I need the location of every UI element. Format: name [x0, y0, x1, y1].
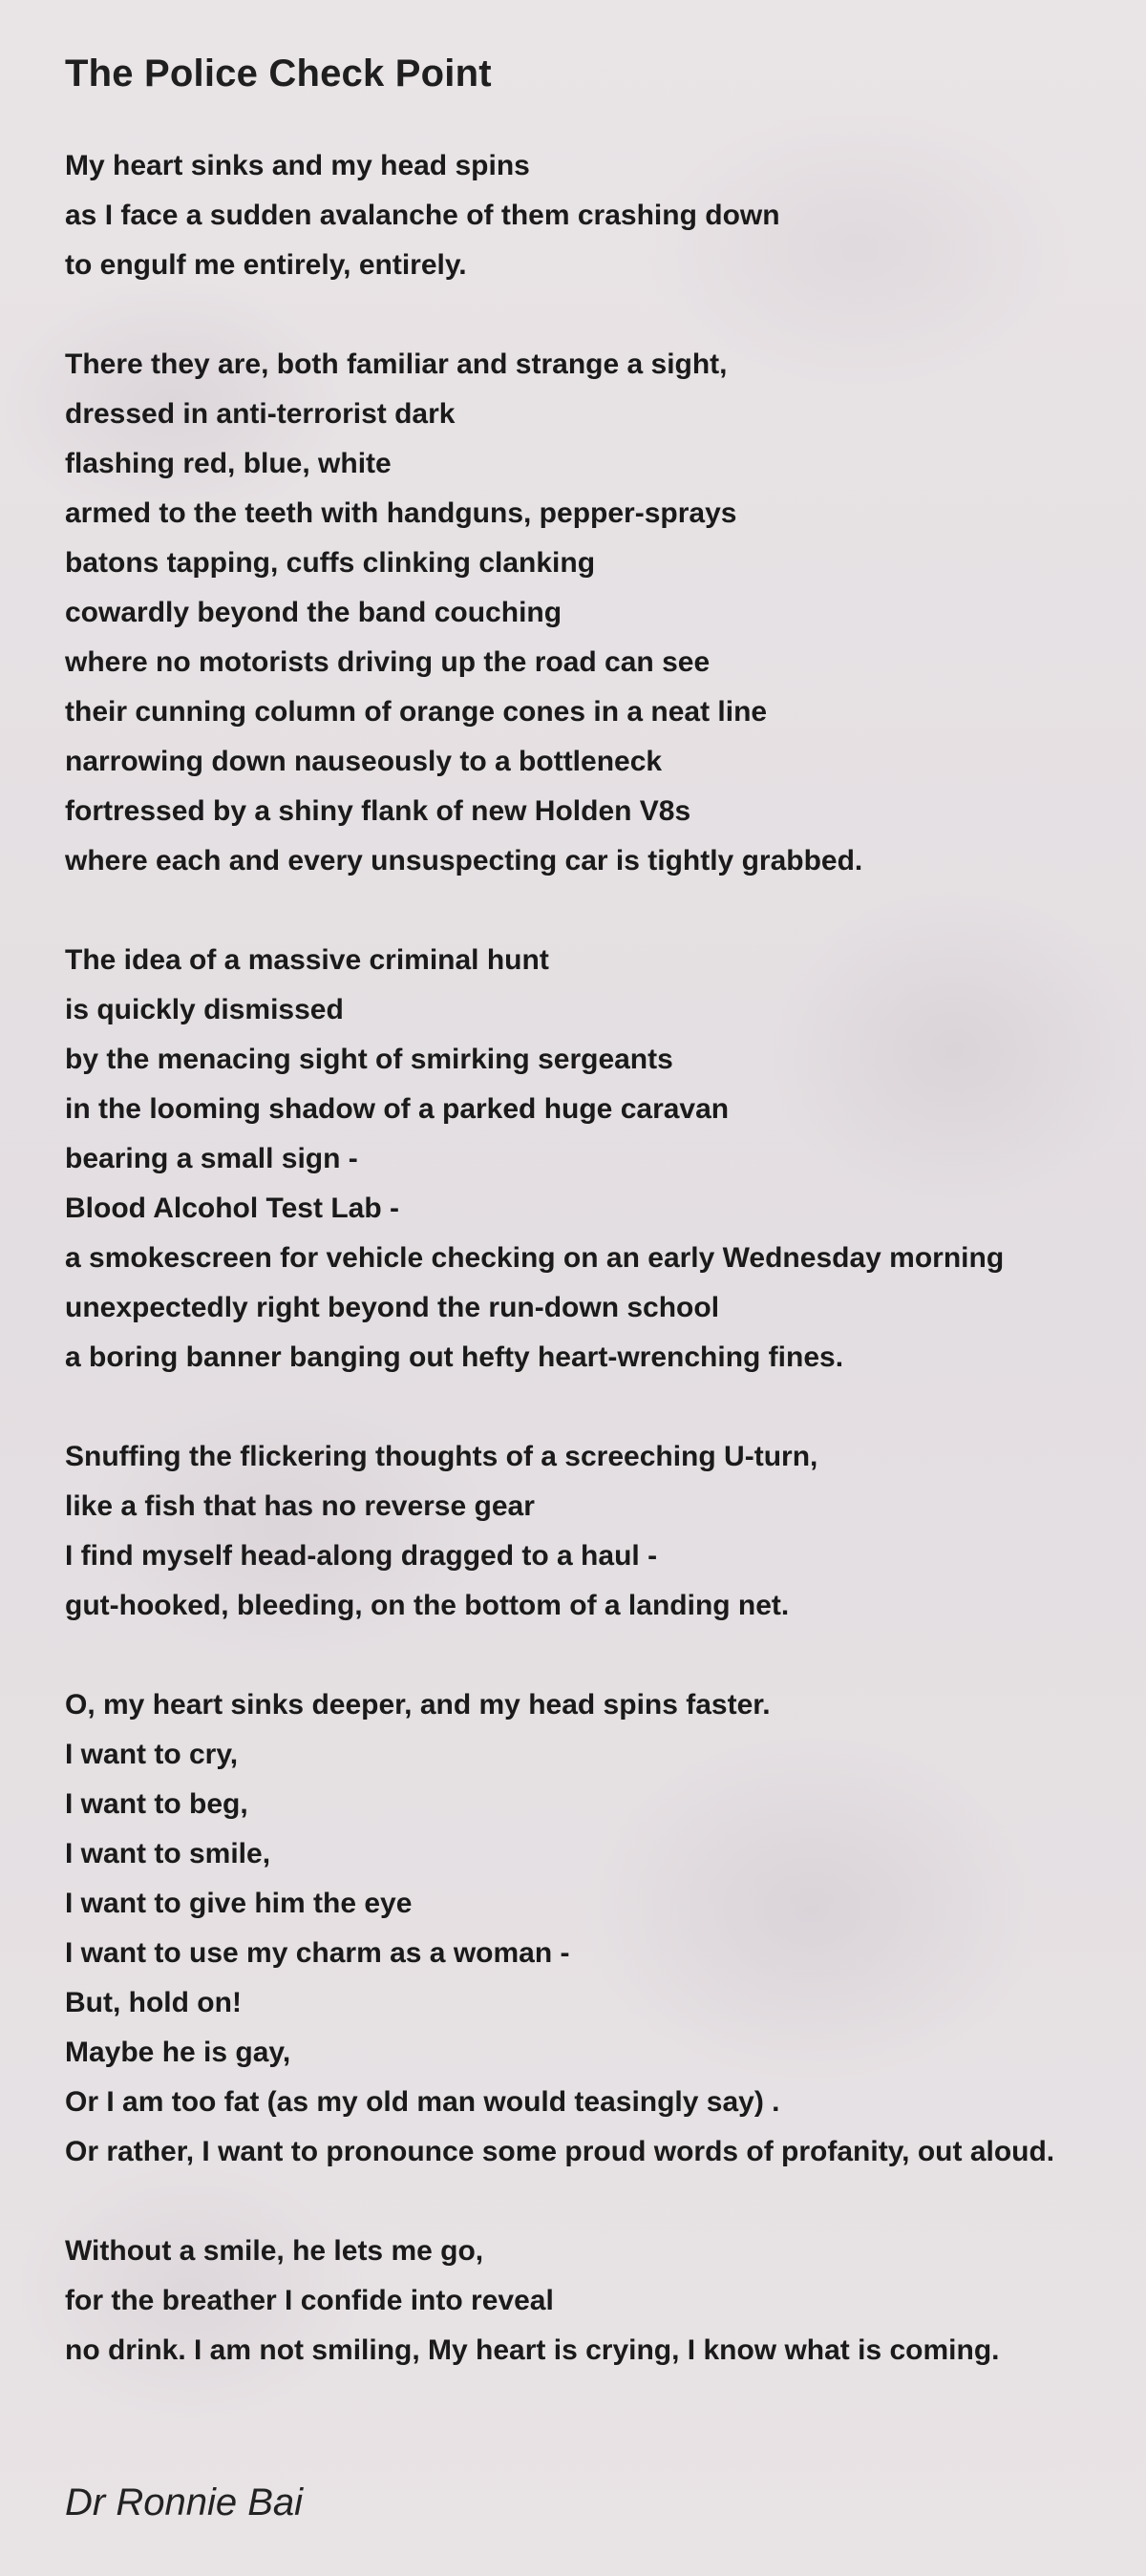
poem-line: I want to cry,: [65, 1739, 239, 1770]
poem-line: Snuffing the flickering thoughts of a screeching U-turn,: [65, 1441, 818, 1472]
poem-line: armed to the teeth with handguns, pepper-sprays: [65, 497, 737, 529]
poem-line: is quickly dismissed: [65, 994, 344, 1025]
poem-line: O, my heart sinks deeper, and my head spins faster.: [65, 1689, 771, 1721]
poem-line: I want to give him the eye: [65, 1888, 413, 1919]
poem-stanza: [65, 141, 1135, 290]
poem-line: My heart sinks and my head spins: [65, 150, 530, 181]
poem-line: gut-hooked, bleeding, on the bottom of a landing net.: [65, 1590, 790, 1621]
poem-stanza: [65, 340, 1135, 886]
poem-line: in the looming shadow of a parked huge caravan: [65, 1093, 730, 1125]
poem-line: where each and every unsuspecting car is tightly grabbed.: [65, 845, 863, 876]
poem-stanza: [65, 936, 1135, 1383]
poem-line: I want to smile,: [65, 1838, 271, 1869]
poem-line: fortressed by a shiny flank of new Holden V8s: [65, 795, 691, 827]
poem-line: a smokescreen for vehicle checking on an early Wednesday morning: [65, 1242, 1005, 1274]
poem-line: as I face a sudden avalanche of them crashing down: [65, 200, 780, 231]
poem-line: bearing a small sign -: [65, 1143, 358, 1174]
poem-stanza: [65, 1432, 1135, 1631]
poem-line: cowardly beyond the band couching: [65, 597, 562, 628]
poem-line: their cunning column of orange cones in a neat line: [65, 696, 768, 728]
poem-line: to engulf me entirely, entirely.: [65, 249, 467, 281]
poem-line: Without a smile, he lets me go,: [65, 2235, 484, 2267]
poem-line: I find myself head-along dragged to a haul -: [65, 1540, 658, 1572]
poem-line: a boring banner banging out hefty heart-wrenching fines.: [65, 1341, 844, 1373]
poem-author: Dr Ronnie Bai: [65, 2481, 304, 2523]
poem-line: where no motorists driving up the road can see: [65, 646, 711, 678]
poem-line: narrowing down nauseously to a bottleneck: [65, 746, 663, 777]
poem-line: I want to beg,: [65, 1788, 248, 1820]
poem-line: I want to use my charm as a woman -: [65, 1937, 570, 1969]
poem-title: The Police Check Point: [65, 53, 492, 95]
poem-line: batons tapping, cuffs clinking clanking: [65, 547, 596, 579]
poem-line: for the breather I confide into reveal: [65, 2285, 554, 2316]
poem-stanza: [65, 2227, 1135, 2375]
poem-line: Maybe he is gay,: [65, 2037, 291, 2068]
poem-line: Or I am too fat (as my old man would teasingly say) .: [65, 2086, 780, 2118]
poem-line: flashing red, blue, white: [65, 448, 392, 479]
poem-body: [65, 141, 1135, 2425]
poem-line: dressed in anti-terrorist dark: [65, 398, 456, 430]
poem-stanza: [65, 1680, 1135, 2177]
poem-line: like a fish that has no reverse gear: [65, 1490, 535, 1522]
poem-line: But, hold on!: [65, 1987, 242, 2018]
poem-line: Blood Alcohol Test Lab -: [65, 1193, 399, 1224]
poem-line: The idea of a massive criminal hunt: [65, 944, 549, 976]
poem-line: Or rather, I want to pronounce some proud words of profanity, out aloud.: [65, 2136, 1055, 2167]
poem-line: unexpectedly right beyond the run-down school: [65, 1292, 720, 1323]
poem-line: There they are, both familiar and strange a sight,: [65, 348, 728, 380]
poem-line: by the menacing sight of smirking sergeants: [65, 1044, 673, 1075]
poem-line: no drink. I am not smiling, My heart is crying, I know what is coming.: [65, 2334, 1000, 2366]
